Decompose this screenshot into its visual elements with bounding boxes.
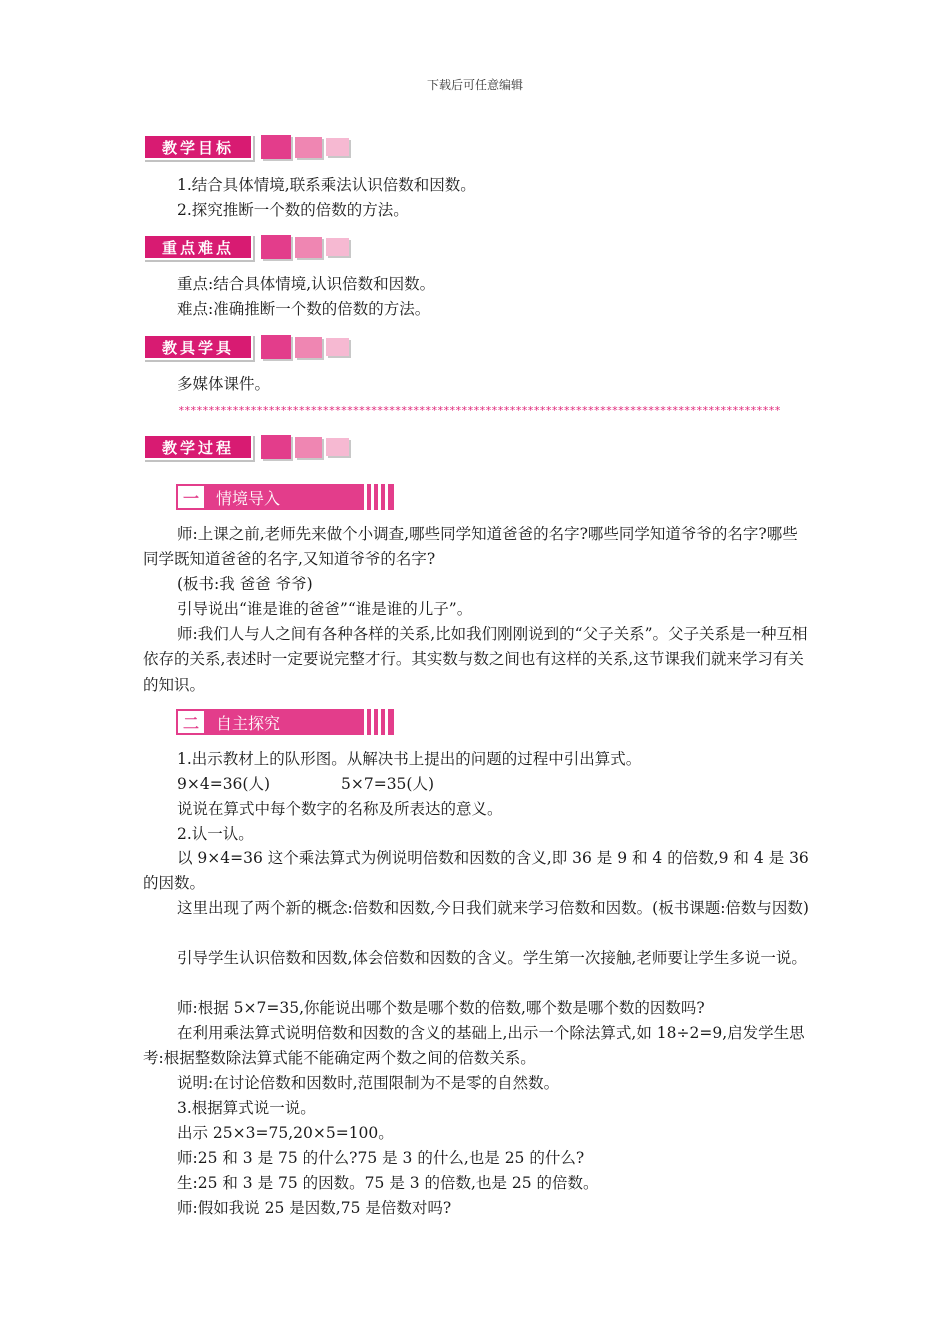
tools-item-1: 多媒体课件。 — [177, 375, 271, 393]
part2-paragraph-12: 师:25 和 3 是 75 的什么?75 是 3 的什么,也是 25 的什么? — [177, 1149, 585, 1167]
decor-square — [326, 138, 349, 156]
decor-square — [295, 137, 322, 158]
part1-paragraph-4: 师:我们人与人之间有各种各样的关系,比如我们刚刚说到的“父子关系”。父子关系是一种互相依存的关系,表述时一定要说完整才行。其实数与数之间也有这样的关系,这节课我们就来学习有关的知识。 — [143, 625, 808, 694]
equation-2: 5×7=35(人) — [341, 775, 435, 793]
goal-item-2: 2.探究推断一个数的倍数的方法。 — [177, 201, 409, 219]
part1-heading — [176, 484, 394, 510]
section-tools-title: 教具学具 — [143, 334, 253, 360]
part1-title: 情境导入 — [216, 488, 281, 508]
section-goals-title: 教学目标 — [143, 134, 253, 160]
part1-paragraph-1: 师:上课之前,老师先来做个小调查,哪些同学知道爸爸的名字?哪些同学知道爷爷的名字?哪些同学既知道爸爸的名字,又知道爷爷的名字? — [143, 525, 798, 569]
part2-paragraph-7: 师:根据 5×7=35,你能说出哪个数是哪个数的倍数,哪个数是哪个数的因数吗? — [177, 999, 705, 1017]
part2-heading — [176, 709, 394, 735]
section-keypoints-heading — [143, 234, 349, 260]
section-process-heading — [143, 434, 349, 460]
goal-item-1: 1.结合具体情境,联系乘法认识倍数和因数。 — [177, 176, 476, 194]
part2-paragraph-6: 引导学生认识倍数和因数,体会倍数和因数的含义。学生第一次接触,老师要让学生多说一说。 — [177, 949, 807, 967]
part2-number: 二 — [178, 711, 204, 733]
decor-bars — [360, 484, 394, 510]
decor-square — [261, 435, 291, 459]
keypoint-item-2: 难点:准确推断一个数的倍数的方法。 — [177, 300, 431, 318]
keypoint-item-1: 重点:结合具体情境,认识倍数和因数。 — [177, 275, 436, 293]
decor-square — [261, 235, 291, 259]
part2-paragraph-5: 这里出现了两个新的概念:倍数和因数,今日我们就来学习倍数和因数。(板书课题:倍数与因数) — [177, 899, 809, 917]
part2-paragraph-9: 说明:在讨论倍数和因数时,范围限制为不是零的自然数。 — [177, 1074, 560, 1092]
part2-paragraph-2: 说说在算式中每个数字的名称及所表达的意义。 — [177, 800, 503, 818]
header-note: 下载后可任意编辑 — [426, 78, 523, 92]
part2-paragraph-11: 出示 25×3=75,20×5=100。 — [177, 1124, 394, 1142]
section-process-title: 教学过程 — [143, 434, 253, 460]
decor-square — [295, 237, 322, 258]
part2-paragraph-3: 2.认一认。 — [177, 825, 254, 843]
section-keypoints-title: 重点难点 — [143, 234, 253, 260]
part2-paragraph-10: 3.根据算式说一说。 — [177, 1099, 316, 1117]
star-divider: **************************************************************************************************** — [178, 404, 781, 417]
decor-square — [295, 437, 322, 458]
decor-square — [326, 438, 349, 456]
decor-square — [261, 135, 291, 159]
part1-number: 一 — [178, 486, 204, 508]
part1-paragraph-3: 引导说出“谁是谁的爸爸”“谁是谁的儿子”。 — [177, 600, 473, 618]
part2-paragraph-14: 师:假如我说 25 是因数,75 是倍数对吗? — [177, 1199, 452, 1217]
part2-title: 自主探究 — [216, 713, 281, 733]
equation-1: 9×4=36(人) — [177, 775, 271, 793]
decor-square — [326, 338, 349, 356]
part2-paragraph-4: 以 9×4=36 这个乘法算式为例说明倍数和因数的含义,即 36 是 9 和 4 的倍数,9 和 4 是 36 的因数。 — [143, 849, 809, 893]
part2-paragraph-8: 在利用乘法算式说明倍数和因数的含义的基础上,出示一个除法算式,如 18÷2=9,启发学生思考:根据整数除法算式能不能确定两个数之间的倍数关系。 — [143, 1024, 805, 1068]
part2-paragraph-1: 1.出示教材上的队形图。从解决书上提出的问题的过程中引出算式。 — [177, 750, 642, 768]
part1-paragraph-2: (板书:我 爸爸 爷爷) — [177, 575, 313, 593]
part2-paragraph-13: 生:25 和 3 是 75 的因数。75 是 3 的倍数,也是 25 的倍数。 — [177, 1174, 599, 1192]
decor-square — [295, 337, 322, 358]
section-goals-heading — [143, 134, 349, 160]
decor-square — [261, 335, 291, 359]
section-tools-heading — [143, 334, 349, 360]
decor-bars — [360, 709, 394, 735]
decor-square — [326, 238, 349, 256]
